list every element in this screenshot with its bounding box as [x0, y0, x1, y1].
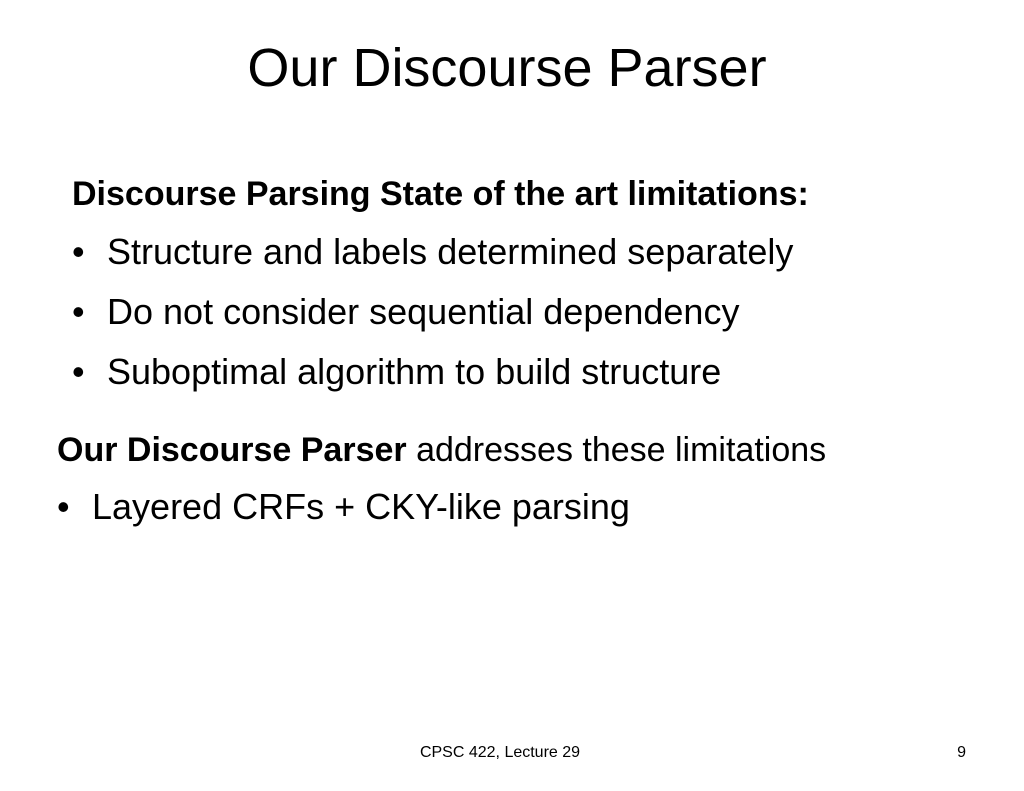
parser-heading-bold: Our Discourse Parser: [57, 431, 407, 469]
footer-course: CPSC 422, Lecture 29: [419, 744, 581, 761]
bullet-icon: •: [57, 486, 70, 527]
bullet-icon: •: [72, 291, 85, 332]
parser-list: [57, 487, 630, 547]
limitations-heading: [72, 174, 809, 214]
list-item-text: Do not consider sequential dependency: [107, 291, 740, 332]
parser-heading: [57, 430, 826, 470]
parser-heading-rest: addresses these limitations: [406, 431, 827, 469]
list-item-text: Layered CRFs + CKY-like parsing: [92, 486, 630, 527]
list-item: [72, 292, 793, 332]
bullet-icon: •: [72, 231, 85, 272]
list-item-text: Suboptimal algorithm to build structure: [107, 351, 722, 392]
slide-title: Our Discourse Parser: [247, 38, 767, 98]
list-item-text: Structure and labels determined separately: [107, 231, 794, 272]
limitations-heading-text: Discourse Parsing State of the art limitations:: [72, 175, 809, 213]
bullet-icon: •: [72, 351, 85, 392]
footer-page-number: 9: [957, 744, 966, 761]
list-item: [57, 487, 630, 527]
list-item: [72, 232, 793, 272]
limitations-list: [72, 232, 793, 412]
list-item: [72, 352, 793, 392]
